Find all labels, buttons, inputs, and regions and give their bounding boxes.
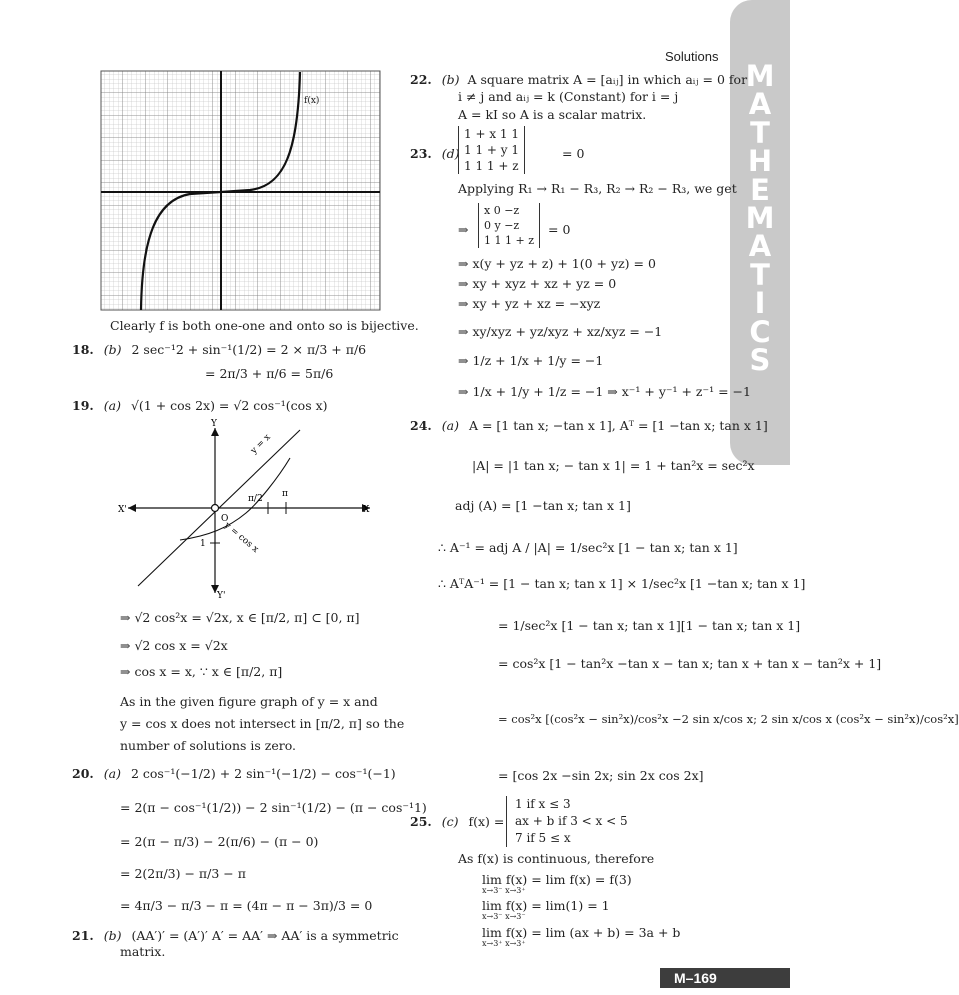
- determinant-23: [458, 126, 525, 174]
- answer-option: (b): [103, 928, 122, 943]
- solution-line: i ≠ j and aᵢⱼ = k (Constant) for i = j: [458, 89, 679, 104]
- determinant-23b: [478, 203, 540, 248]
- answer-option: (d): [441, 146, 460, 161]
- solution-line: adj (A) = [1 −tan x; tan x 1]: [455, 498, 631, 513]
- determinant-row: 1 1 + y 1: [464, 143, 519, 157]
- question-24: [410, 418, 768, 433]
- section-header: Solutions: [665, 49, 719, 64]
- determinant-row: 1 + x 1 1: [464, 127, 519, 141]
- function-graph-figure: [100, 70, 382, 312]
- solution-line: ⇒ xy + xyz + xz + yz = 0: [458, 276, 617, 291]
- bijective-statement: Clearly f is both one-one and onto so is bijective.: [110, 318, 419, 333]
- side-letter: E: [750, 172, 770, 207]
- solution-line: = 2(π − π/3) − 2(π/6) − (π − 0): [120, 834, 319, 849]
- piecewise-case: ax + b if 3 < x < 5: [515, 814, 628, 828]
- fx-label: f(x): [304, 96, 320, 106]
- solution-line: 2 sec⁻¹2 + sin⁻¹(1/2) = 2 × π/3 + π/6: [131, 342, 367, 357]
- answer-option: (a): [441, 418, 459, 433]
- solution-line: = cos²x [1 − tan²x −tan x − tan x; tan x + tan x − tan²x + 1]: [498, 656, 882, 671]
- question-25-label: [410, 814, 504, 829]
- one-tick-label: 1: [200, 539, 206, 549]
- solution-line: = 2π/3 + π/6 = 5π/6: [205, 366, 334, 381]
- answer-option: (a): [103, 398, 121, 413]
- determinant-row: x 0 −z: [484, 204, 520, 217]
- solution-line: = [cos 2x −sin 2x; sin 2x cos 2x]: [498, 768, 704, 783]
- question-20: [72, 766, 396, 781]
- side-letter: I: [754, 286, 766, 321]
- side-letter: M: [745, 201, 775, 236]
- solution-line: ⇒ xy/xyz + yz/xyz + xz/xyz = −1: [458, 324, 663, 339]
- question-number: 22.: [410, 72, 432, 87]
- y-axis-label: Y: [211, 419, 217, 429]
- question-19: [72, 398, 328, 413]
- cos-line-graph-figure: [118, 418, 380, 600]
- question-number: 25.: [410, 814, 432, 829]
- solution-line: √(1 + cos 2x) = √2 cos⁻¹(cos x): [130, 398, 328, 413]
- solution-line: number of solutions is zero.: [120, 738, 297, 753]
- limit-subscript: x→3⁻ x→3⁻: [482, 912, 526, 921]
- x-prime-label: X': [118, 505, 127, 515]
- solution-line: A = [1 tan x; −tan x 1], Aᵀ = [1 −tan x; tan x 1]: [468, 418, 768, 433]
- question-18: [72, 342, 366, 357]
- page-number: M–169: [660, 968, 790, 988]
- answer-option: (b): [103, 342, 122, 357]
- solution-line: ⇒ 1/x + 1/y + 1/z = −1 ⇒ x⁻¹ + y⁻¹ + z⁻¹ = −1: [458, 384, 751, 399]
- pi-over-2-label: π/2: [248, 494, 263, 504]
- solution-line: lim f(x) = lim f(x) = f(3): [482, 872, 632, 887]
- pi-label: π: [282, 489, 288, 499]
- answer-option: (b): [441, 72, 460, 87]
- piecewise-case: 1 if x ≤ 3: [515, 797, 571, 811]
- side-letter: A: [748, 229, 772, 264]
- solution-line: ⇒ √2 cos²x = √2x, x ∈ [π/2, π] ⊂ [0, π]: [120, 610, 360, 625]
- solution-line: lim f(x) = lim (ax + b) = 3a + b: [482, 925, 681, 940]
- solution-line: lim f(x) = lim(1) = 1: [482, 898, 610, 913]
- solution-line: ⇒ xy + yz + xz = −xyz: [458, 296, 601, 311]
- solution-line: = 4π/3 − π/3 − π = (4π − π − 3π)/3 = 0: [120, 898, 373, 913]
- determinant-row: 1 1 1 + z: [484, 234, 534, 247]
- solution-line: ⇒ 1/z + 1/x + 1/y = −1: [458, 353, 604, 368]
- equals-zero: = 0: [548, 222, 571, 237]
- solution-line: = 2(π − cos⁻¹(1/2)) − 2 sin⁻¹(1/2) − (π − cos⁻¹1): [120, 800, 427, 815]
- solution-line: 2 cos⁻¹(−1/2) + 2 sin⁻¹(−1/2) − cos⁻¹(−1): [130, 766, 396, 781]
- solution-line: |A| = |1 tan x; − tan x 1| = 1 + tan²x = sec²x: [472, 458, 755, 473]
- solution-line: ∴ A⁻¹ = adj A / |A| = 1/sec²x [1 − tan x; tan x 1]: [438, 540, 738, 555]
- solution-line: A = kI so A is a scalar matrix.: [458, 107, 647, 122]
- cos-curve-label: y = cos x: [222, 520, 261, 555]
- solution-line: ∴ AᵀA⁻¹ = [1 − tan x; tan x 1] × 1/sec²x [1 −tan x; tan x 1]: [438, 576, 806, 591]
- solution-line: ⇒ cos x = x, ∵ x ∈ [π/2, π]: [120, 664, 283, 679]
- side-letter: M: [745, 59, 775, 93]
- question-21: [72, 928, 399, 943]
- piecewise-cases: [506, 796, 628, 847]
- determinant-row: 0 y −z: [484, 219, 520, 232]
- equals-zero: = 0: [562, 146, 585, 161]
- implies-symbol: ⇒: [458, 222, 469, 237]
- question-number: 18.: [72, 342, 94, 357]
- solution-line: As in the given figure graph of y = x and: [120, 694, 378, 709]
- side-letter: H: [747, 144, 773, 179]
- solution-line: = cos²x [(cos²x − sin²x)/cos²x −2 sin x/cos x; 2 sin x/cos x (cos²x − sin²x)/cos²x]: [498, 712, 959, 726]
- answer-option: (c): [441, 814, 459, 829]
- solution-line: Applying R₁ → R₁ − R₃, R₂ → R₂ − R₃, we get: [458, 181, 737, 196]
- side-letter: T: [750, 115, 770, 150]
- solution-line: ⇒ √2 cos x = √2x: [120, 638, 228, 653]
- solution-line: matrix.: [120, 944, 166, 959]
- answer-option: (a): [103, 766, 121, 781]
- function-lhs: f(x) =: [468, 814, 505, 829]
- question-number: 20.: [72, 766, 94, 781]
- question-number: 23.: [410, 146, 432, 161]
- solution-line: = 2(2π/3) − π/3 − π: [120, 866, 246, 881]
- solution-line: As f(x) is continuous, therefore: [458, 851, 655, 866]
- solution-line: A square matrix A = [aᵢⱼ] in which aᵢⱼ = 0 for: [467, 72, 748, 87]
- limit-subscript: x→3⁻ x→3⁺: [482, 886, 526, 895]
- piecewise-case: 7 if 5 ≤ x: [515, 831, 571, 845]
- limit-subscript: x→3⁺ x→3⁺: [482, 939, 526, 948]
- side-letter: A: [748, 87, 772, 122]
- solution-line: y = cos x does not intersect in [π/2, π] so the: [120, 716, 405, 731]
- x-axis-label: X: [363, 505, 370, 515]
- question-number: 21.: [72, 928, 94, 943]
- origin-label: O: [221, 514, 229, 524]
- y-prime-label: Y': [217, 591, 226, 601]
- side-letter: S: [749, 343, 771, 378]
- solution-line: = 1/sec²x [1 − tan x; tan x 1][1 − tan x; tan x 1]: [498, 618, 801, 633]
- solution-line: (AA′)′ = (A′)′ A′ = AA′ ⇒ AA′ is a symmetric: [131, 928, 399, 943]
- question-number: 24.: [410, 418, 432, 433]
- side-tab-letters: [736, 59, 784, 378]
- question-22: [410, 72, 747, 87]
- solution-line: ⇒ x(y + yz + z) + 1(0 + yz) = 0: [458, 256, 656, 271]
- side-letter: T: [750, 257, 770, 292]
- side-letter: C: [749, 314, 771, 349]
- question-23-label: [410, 146, 460, 161]
- determinant-row: 1 1 1 + z: [464, 159, 519, 173]
- question-number: 19.: [72, 398, 94, 413]
- line-y-equals-x-label: y = x: [249, 432, 273, 457]
